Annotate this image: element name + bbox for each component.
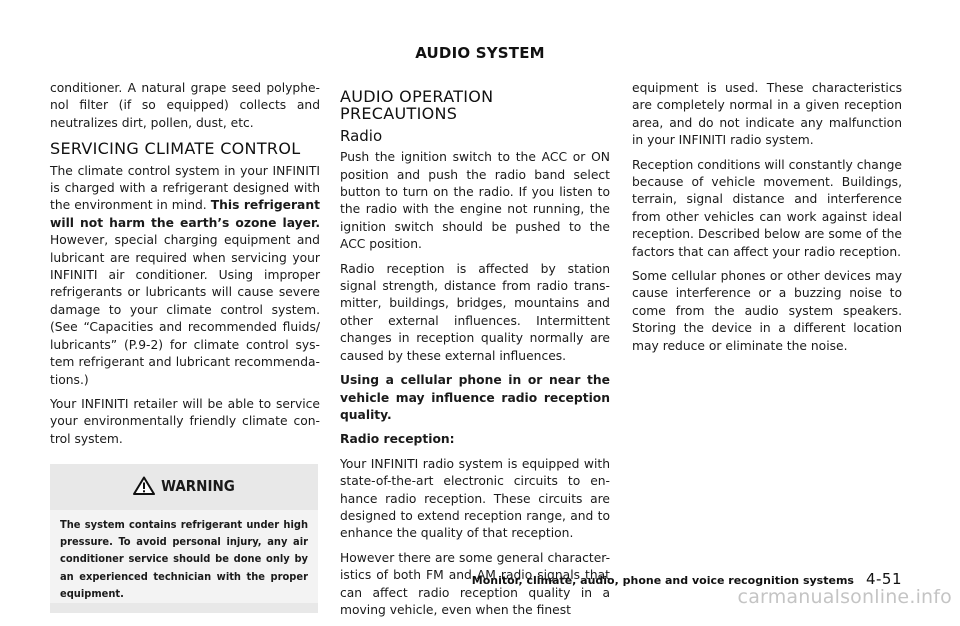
warning-box: [50, 464, 318, 612]
servicing-text: The climate control system in your INFINITI is charged with a refrigerant designed with the environment in mind.: [50, 163, 320, 213]
servicing-paragraph-2: Your INFINITI retailer will be able to service your environmentally friendly climate con-trol system.: [50, 396, 320, 446]
servicing-text-rest: However, special charging equipment and lubricant are required when servicing your INFINITI air conditioner. Using improper refrigerants or lubricants will cause severe damage to your climate control system. (See “Capacities and recommended fluids/ lubricants” (P.9-2) for climate control sys-tem refrigerant and lubricant recommenda-tions.): [50, 233, 320, 387]
radio-paragraph-4: However there are some general character-istics of both FM and AM radio signals that can affect radio reception quality in a moving vehicle, even when the finest: [340, 550, 610, 617]
section-title-servicing: SERVICING CLIMATE CONTROL: [50, 139, 301, 159]
right-paragraph-2: Reception conditions will constantly change because of vehicle movement. Buildings, terrain, signal distance and interference from other vehicles can work against ideal reception. Described below are some of the factors that can affect your radio reception.: [632, 157, 902, 259]
column-left: [50, 80, 320, 613]
warning-header: [60, 476, 308, 496]
column-right: [632, 80, 902, 362]
ozone-emphasis: This refrigerant will not harm the earth’s ozone layer.: [50, 198, 320, 230]
radio-paragraph-3: Your INFINITI radio system is equipped with state-of-the-art electronic circuits to en-hance radio reception. These circuits are designed to extend reception range, and to enhance the quality of that reception.: [340, 456, 610, 541]
footer-section-title: Monitor, climate, audio, phone and voice recognition systems: [471, 574, 854, 587]
radio-paragraph-1: Push the ignition switch to the ACC or ON position and push the radio band select button to turn on the radio. If you listen to the radio with the engine not running, the ignition switch should be pushed to the ACC position.: [340, 150, 610, 252]
subsection-title-radio: Radio: [340, 126, 383, 145]
servicing-paragraph-1: [50, 163, 320, 389]
column-middle: [340, 80, 610, 626]
watermark: carmanualsonline.info: [737, 586, 952, 608]
radio-reception-heading: Radio reception:: [340, 432, 455, 447]
section-title-audio-precautions: AUDIO OPERATION PRECAUTIONS: [340, 87, 494, 124]
warning-triangle-icon: [133, 476, 155, 495]
page-number: 4-51: [865, 570, 902, 588]
cellular-notice: Using a cellular phone in or near the vehicle may influence radio reception quality.: [340, 373, 610, 422]
right-paragraph-3: Some cellular phones or other devices may cause interference or a buzzing noise to come from the audio system speakers. Storing the device in a different location may reduce or eliminate the noise.: [632, 269, 902, 353]
page-header: AUDIO SYSTEM: [415, 44, 545, 62]
radio-paragraph-2: Radio reception is affected by station signal strength, distance from radio trans-mitter, buildings, bridges, mountains and other external influences. Intermittent changes in reception quality normally are caused by these external influences.: [340, 261, 610, 363]
warning-title: WARNING: [161, 477, 235, 496]
warning-text: The system contains refrigerant under high pressure. To avoid personal injury, any air conditioner service should be done only by an experienced technician with the proper equipment.: [50, 510, 318, 603]
right-paragraph-1: equipment is used. These characteristics are completely normal in a given reception area, and do not indicate any malfunction in your INFINITI radio system.: [632, 81, 902, 148]
intro-paragraph: conditioner. A natural grape seed polyphe-nol filter (if so equipped) collects and neutralizes dirt, pollen, dust, etc.: [50, 81, 320, 130]
